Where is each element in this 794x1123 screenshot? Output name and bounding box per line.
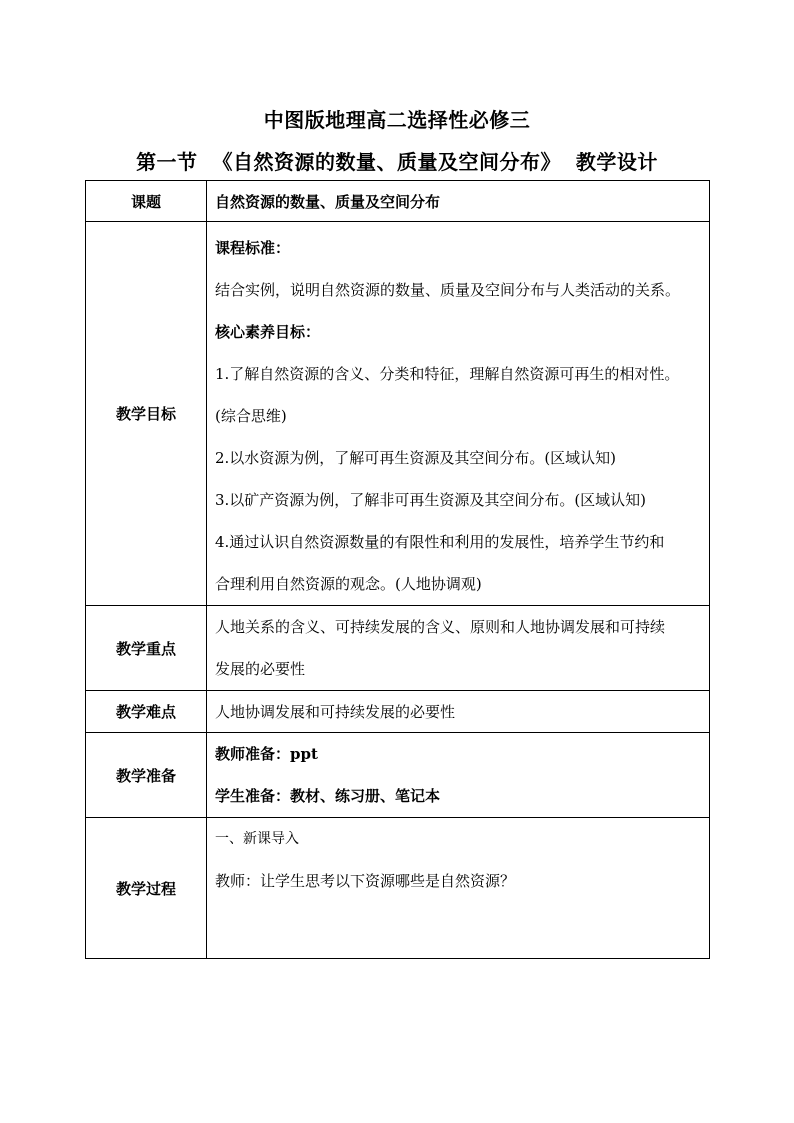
process-section-1: 一、新课导入: [215, 831, 299, 847]
process-cell: [207, 818, 710, 959]
table-row-goals: [86, 222, 710, 606]
goals-cell: [207, 222, 710, 606]
goals-label: 教学目标: [86, 222, 207, 606]
core-heading: 核心素养目标：: [215, 323, 321, 341]
preparation-cell: [207, 733, 710, 818]
topic-value-cell: [207, 181, 710, 222]
goal-item-2: 2.以水资源为例，了解可再生资源及其空间分布。(区域认知): [215, 449, 617, 467]
document-subtitle: 第一节 《自然资源的数量、质量及空间分布》 教学设计: [136, 150, 658, 174]
standard-heading: 课程标准：: [215, 239, 291, 257]
goal-item-4a: 4.通过认识自然资源数量的有限性和利用的发展性，培养学生节约和: [215, 533, 665, 551]
key-points-line-1: 人地关系的含义、可持续发展的含义、原则和人地协调发展和可持续: [215, 618, 666, 636]
goal-item-4b: 合理利用自然资源的观念。(人地协调观): [215, 575, 482, 593]
table-row-preparation: [86, 733, 710, 818]
difficulties-text: 人地协调发展和可持续发展的必要性: [215, 703, 456, 721]
topic-value: 自然资源的数量、质量及空间分布: [215, 192, 441, 211]
student-preparation: 学生准备：教材、练习册、笔记本: [215, 787, 441, 805]
process-teacher-line: 教师：让学生思考以下资源哪些是自然资源？: [215, 872, 516, 890]
teacher-preparation: 教师准备：ppt: [215, 745, 318, 763]
goal-item-3: 3.以矿产资源为例，了解非可再生资源及其空间分布。(区域认知): [215, 491, 647, 509]
table-row-difficulties: [86, 691, 710, 733]
key-points-label: 教学重点: [86, 606, 207, 691]
key-points-cell: [207, 606, 710, 691]
table-row-key-points: [86, 606, 710, 691]
difficulties-cell: [207, 691, 710, 733]
standard-text: 结合实例，说明自然资源的数量、质量及空间分布与人类活动的关系。: [215, 281, 681, 299]
topic-label: 课题: [86, 181, 207, 222]
process-label: 教学过程: [86, 818, 207, 959]
difficulties-label: 教学难点: [86, 691, 207, 733]
preparation-label: 教学准备: [86, 733, 207, 818]
goal-item-1a: 1.了解自然资源的含义、分类和特征，理解自然资源可再生的相对性。: [215, 365, 680, 383]
table-row-topic: [86, 181, 710, 222]
table-row-process: [86, 818, 710, 959]
lesson-plan-table: [85, 180, 710, 959]
key-points-line-2: 发展的必要性: [215, 660, 306, 678]
goal-item-1b: (综合思维): [215, 407, 287, 425]
document-title: 中图版地理高二选择性必修三: [263, 108, 531, 132]
